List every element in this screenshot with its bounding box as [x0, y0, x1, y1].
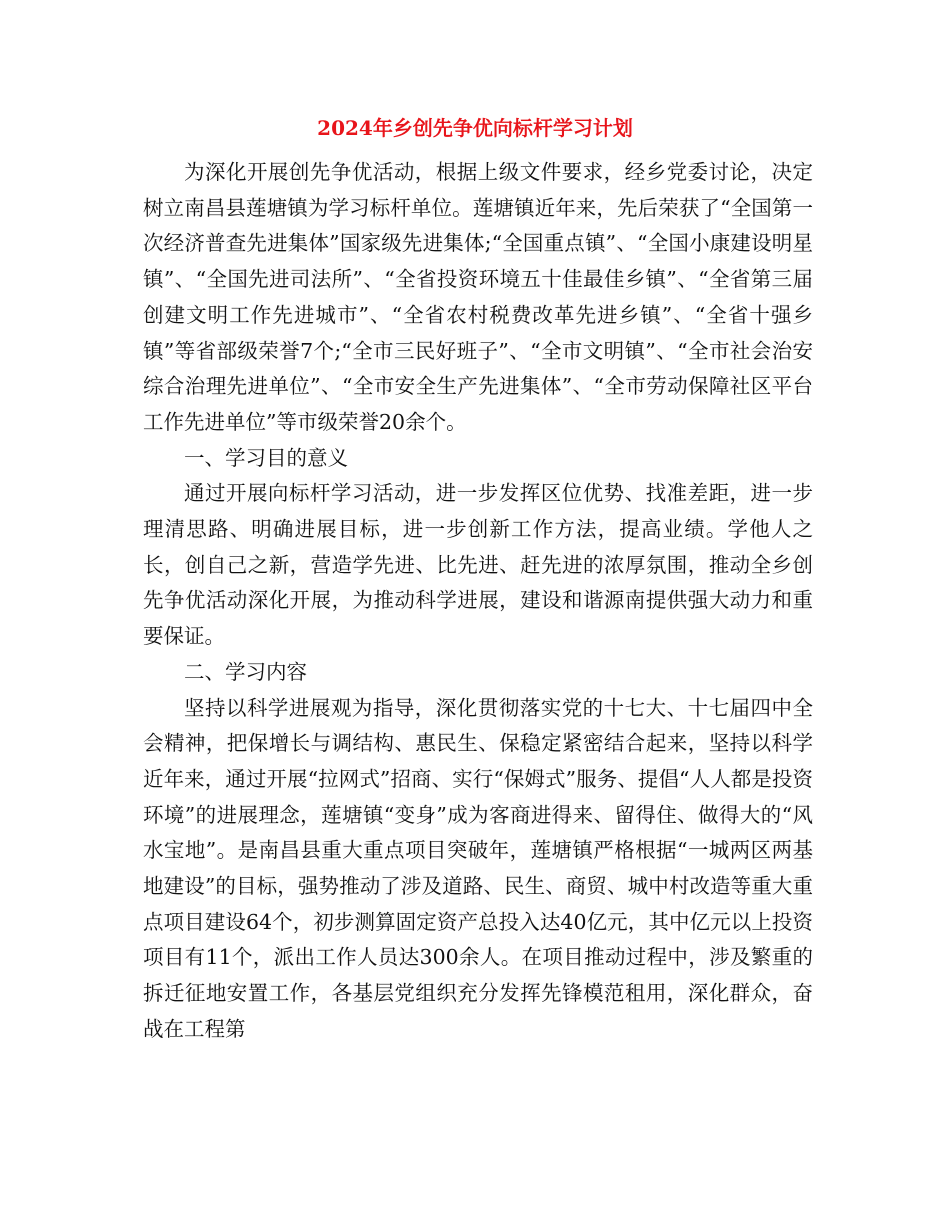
- purpose-paragraph: 通过开展向标杆学习活动，进一步发挥区位优势、找准差距，进一步理清思路、明确进展目标，进一步创新工作方法，提高业绩。学他人之长，创自己之新，营造学先进、比先进、赶先进的浓厚氛围，推动全乡创先争优活动深化开展，为推动科学进展，建设和谐源南提供强大动力和重要保证。: [143, 481, 813, 649]
- section-heading-content: 二、学习内容: [184, 659, 307, 684]
- document-title: 2024年乡创先争优向标杆学习计划: [317, 116, 633, 140]
- content-paragraph: 坚持以科学进展观为指导，深化贯彻落实党的十七大、十七届四中全会精神，把保增长与调结构、惠民生、保稳定紧密结合起来，坚持以科学近年来，通过开展“拉网式”招商、实行“保姆式”服务、提倡“人人都是投资环境”的进展理念，莲塘镇“变身”成为客商进得来、留得住、做得大的“风水宝地”。是南昌县重大重点项目突破年，莲塘镇严格根据“一城两区两基地建设”的目标，强势推动了涉及道路、民生、商贸、城中村改造等重大重点项目建设64个，初步测算固定资产总投入达40亿元，其中亿元以上投资项目有11个，派出工作人员达300余人。在项目推动过程中，涉及繁重的拆迁征地安置工作，各基层党组织充分发挥先锋模范租用，深化群众，奋战在工程第: [143, 695, 813, 1041]
- intro-paragraph: 为深化开展创先争优活动，根据上级文件要求，经乡党委讨论，决定树立南昌县莲塘镇为学习标杆单位。莲塘镇近年来，先后荣获了“全国第一次经济普查先进集体”国家级先进集体;“全国重点镇”、“全国小康建设明星镇”、“全国先进司法所”、“全省投资环境五十佳最佳乡镇”、“全省第三届创建文明工作先进城市”、“全省农村税费改革先进乡镇”、“全省十强乡镇”等省部级荣誉7个;“全市三民好班子”、“全市文明镇”、“全市社会治安综合治理先进单位”、“全市安全生产先进集体”、“全市劳动保障社区平台工作先进单位”等市级荣誉20余个。: [143, 160, 813, 434]
- section-heading-purpose: 一、学习目的意义: [184, 445, 348, 470]
- document-body: [143, 155, 813, 1048]
